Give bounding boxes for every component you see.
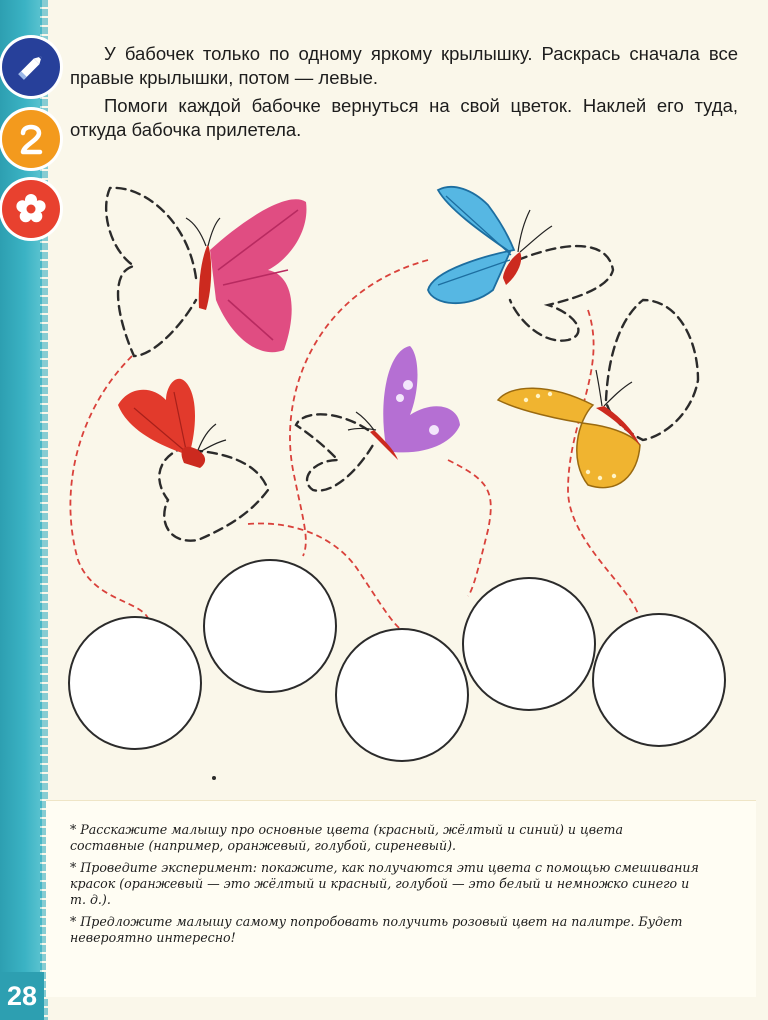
dot-mark (212, 776, 216, 780)
instruction-paragraph: Помоги каждой бабочке вернуться на свой цветок. Наклей его туда, откуда бабочка прилетела. (70, 95, 738, 140)
sticker-circle (463, 578, 595, 710)
butterfly-exercise (48, 160, 768, 800)
page-number: 28 (0, 972, 44, 1020)
parent-notes (70, 822, 700, 952)
wing-outline (296, 414, 373, 490)
flight-path (448, 460, 491, 596)
note-item: * Расскажите малышу про основные цвета (красный, жёлтый и синий) и цвета составные (например, оранжевый, голубой, сиреневый). (70, 822, 624, 853)
instructions (70, 42, 738, 146)
wing-outline (159, 450, 268, 541)
sticker-circle (336, 629, 468, 761)
wing-outline (106, 188, 196, 356)
note-item: * Проведите эксперимент: покажите, как получаются эти цвета с помощью смешивания красок (оранжевый — это жёлтый и красный, голубой — это белый и немножко синего и т. д.). (70, 860, 699, 907)
butterfly-purple (348, 346, 460, 460)
note-item: * Предложите малышу самому попробовать получить розовый цвет на палитре. Будет невероятно интересно! (70, 914, 683, 945)
butterfly-pink (186, 199, 306, 352)
sticker-circle (69, 617, 201, 749)
instruction-paragraph: У бабочек только по одному яркому крылышку. Раскрась сначала все правые крылышки, потом — левые. (70, 43, 738, 88)
sticker-circle (204, 560, 336, 692)
wing-outline (510, 246, 613, 341)
butterfly-blue (428, 187, 552, 303)
sticker-circle (593, 614, 725, 746)
pencil-icon (2, 38, 60, 96)
